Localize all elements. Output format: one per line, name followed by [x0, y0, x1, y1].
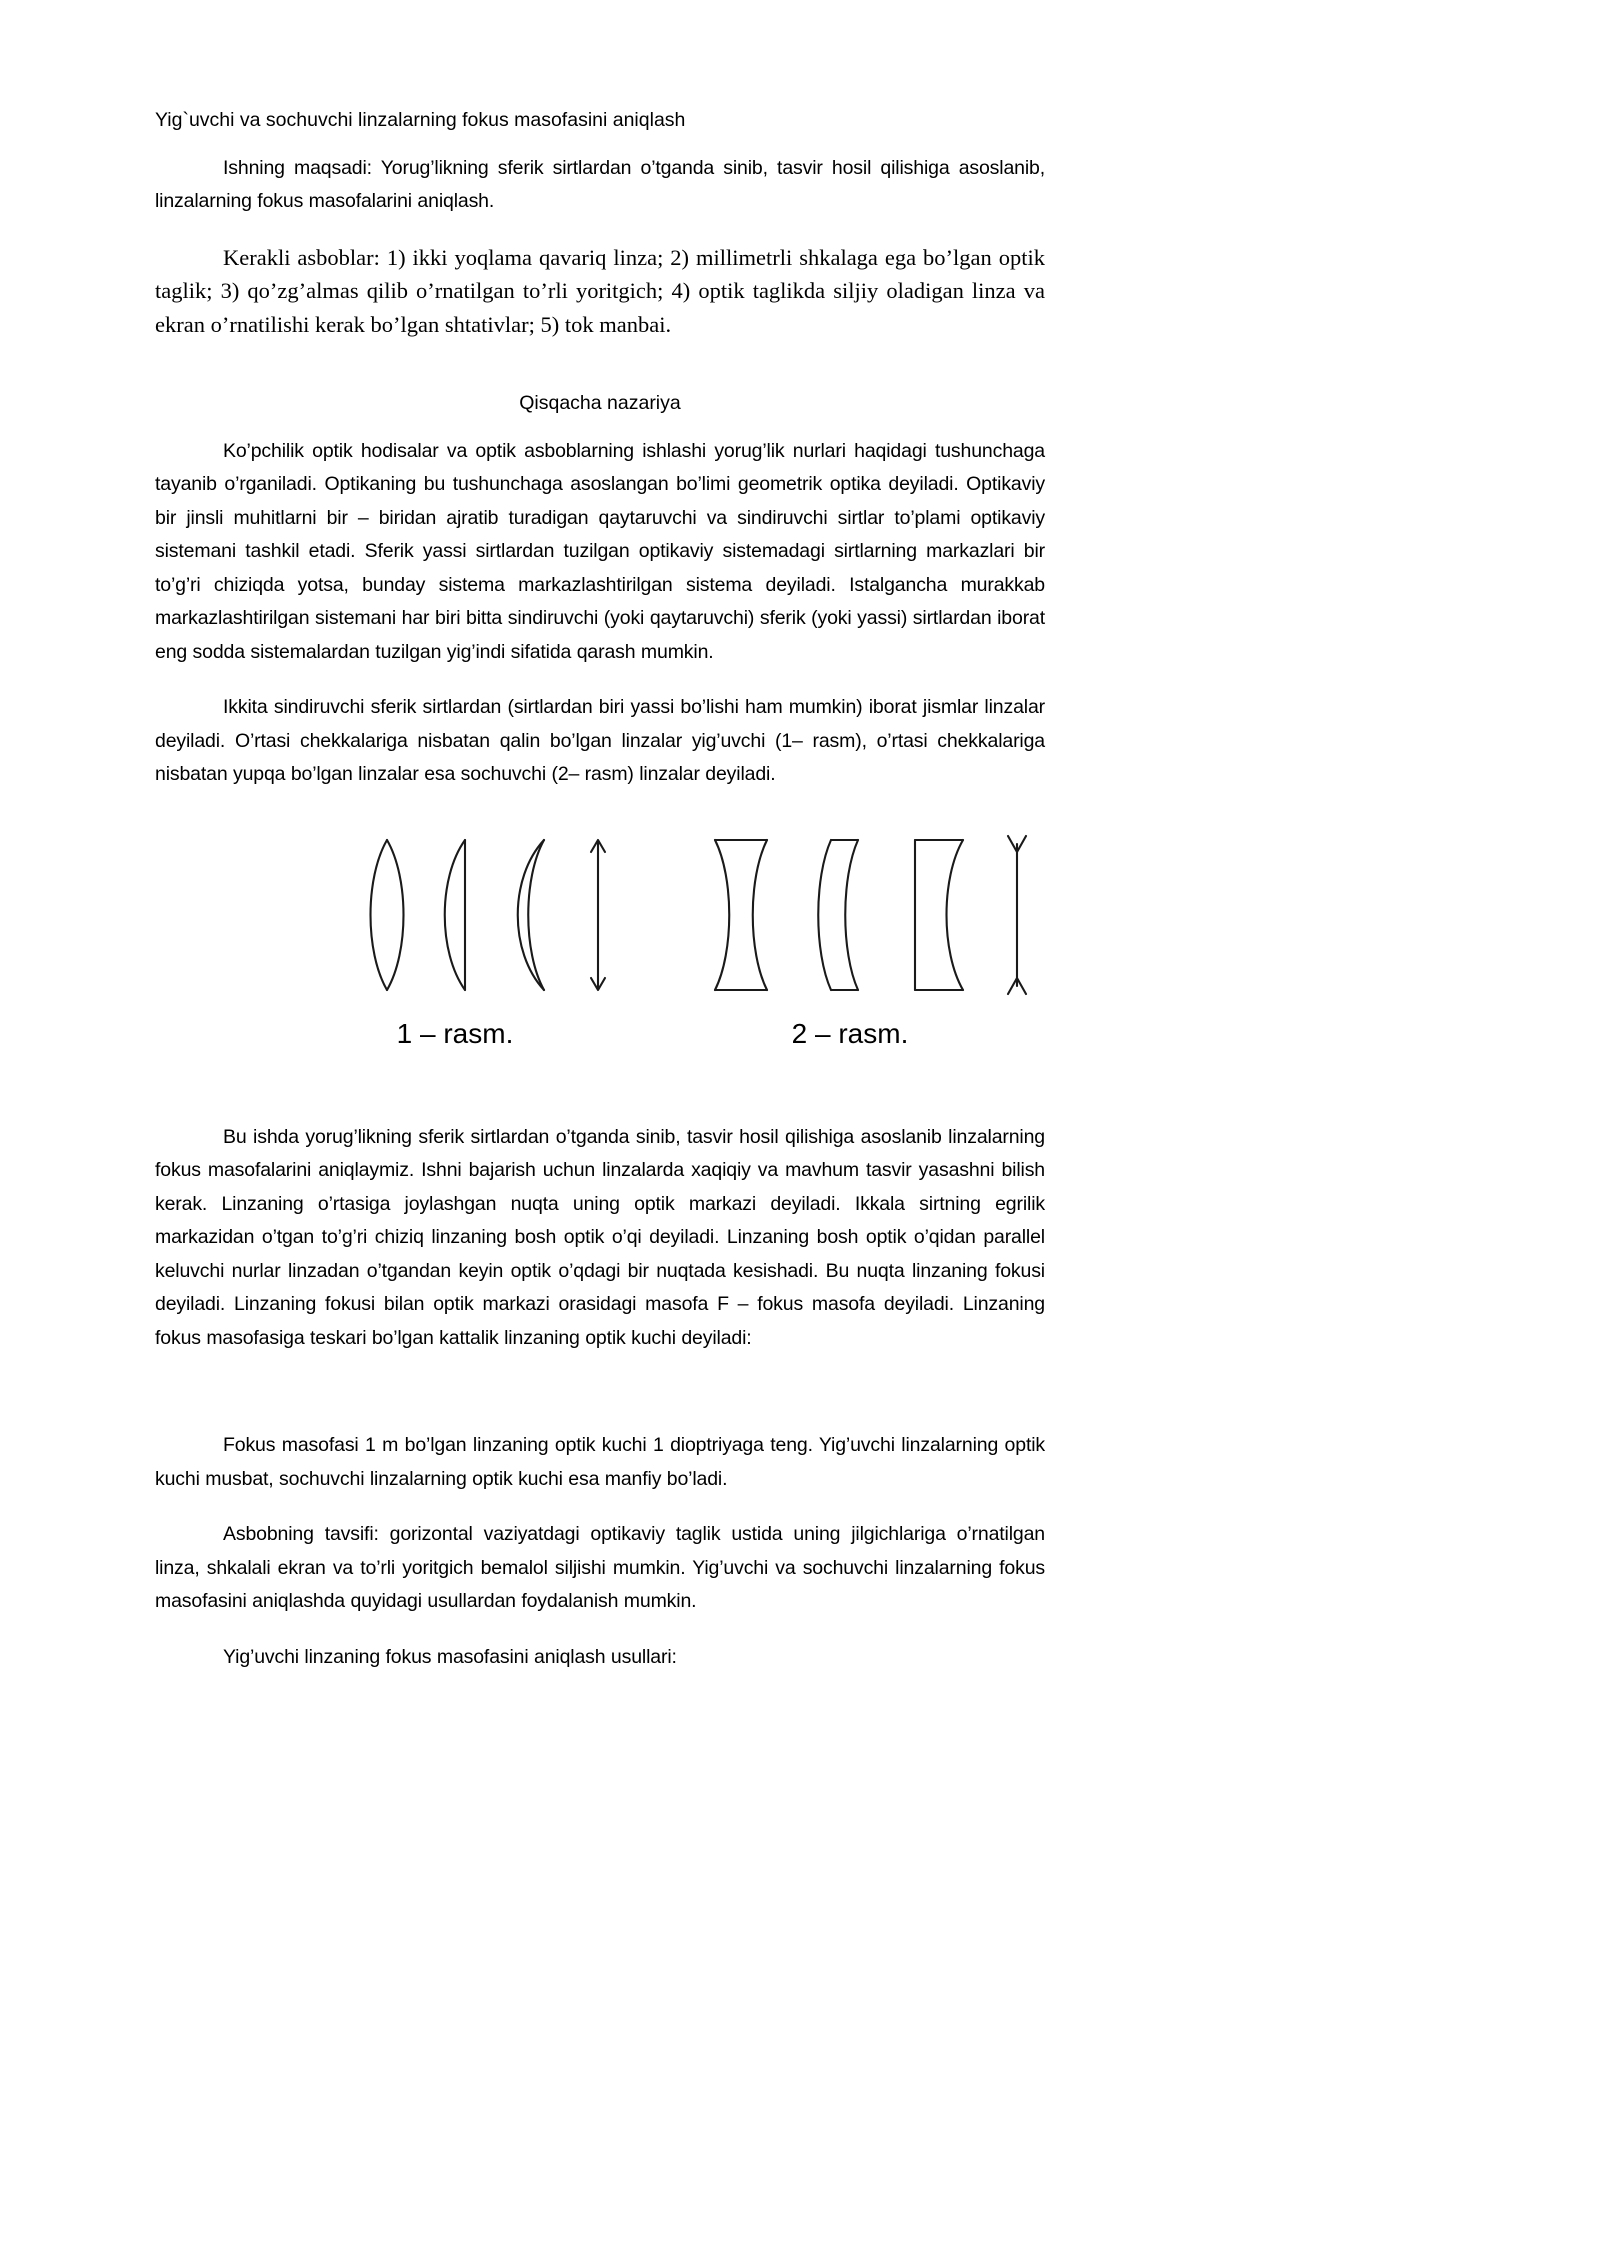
- paragraph-purpose: Ishning maqsadi: Yorug’likning sferik sirtlardan o’tganda sinib, tasvir hosil qilishiga asoslanib, linzalarning fokus masofalarini aniqlash.: [155, 156, 1045, 212]
- convex-meniscus-lens: [518, 840, 544, 990]
- converging-lens-symbol: [591, 840, 605, 990]
- section-heading-theory: Qisqacha nazariya: [519, 392, 681, 414]
- spacer: [155, 800, 1045, 828]
- biconcave-lens: [715, 840, 767, 990]
- concave-meniscus-lens: [818, 840, 858, 990]
- spacer: [155, 421, 1045, 435]
- plano-concave-lens: [915, 840, 963, 990]
- spacer: [155, 138, 1045, 152]
- figure-captions: [155, 1017, 1045, 1051]
- spacer: [155, 341, 1045, 387]
- page-title: Yig`uvchi va sochuvchi linzalarning fokus masofasini aniqlash: [155, 109, 686, 131]
- figure-2-caption: 2 – rasm.: [791, 1017, 909, 1049]
- plano-convex-lens: [445, 840, 465, 990]
- formula-placeholder-space: [155, 1363, 1045, 1429]
- spacer: [155, 677, 1045, 691]
- spacer: [155, 1627, 1045, 1641]
- paragraph-theory-1: Ko’pchilik optik hodisalar va optik asboblarning ishlashi yorug’lik nurlari haqidagi tushunchaga tayanib o’rganiladi. Optikaning bu tushunchaga asoslangan bo’limi geometrik optika deyiladi. Optikaviy bir jinsli muhitlarni bir – biridan ajratib turadigan qaytaruvchi va sindiruvchi sirtlar to’plami optikaviy sistemani tashkil etadi. Sferik yassi sirtlardan tuzilgan optikaviy sistemadagi sirtlarning markazlari bir to’g’ri chiziqda yotsa, bunday sistema markazlashtirilgan sistema deyiladi. Istalgancha murakkab markazlashtirilgan sistemani har biri bitta sindiruvchi (yoki qaytaruvchi) sferik (yoki yassi) sirtlardan iborat eng sodda sistemalardan tuzilgan yig’indi sifatida qarash mumkin.: [155, 439, 1045, 663]
- document-content: [155, 104, 1045, 1682]
- lens-diagram-svg: [155, 828, 1045, 1003]
- diverging-lens-symbol: [1008, 836, 1026, 994]
- lens-figures: [155, 828, 1045, 1051]
- spacer: [155, 1504, 1045, 1518]
- biconvex-lens: [371, 840, 404, 990]
- paragraph-theory-2: Ikkita sindiruvchi sferik sirtlardan (sirtlardan biri yassi bo’lishi ham mumkin) iborat jismlar linzalar deyiladi. O’rtasi chekkalariga nisbatan qalin bo’lgan linzalar yig’uvchi (1– rasm), o’rtasi chekkalariga nisbatan yupqa bo’lgan linzalar esa sochuvchi (2– rasm) linzalar deyiladi.: [155, 696, 1045, 785]
- paragraph-work-description: Bu ishda yorug’likning sferik sirtlardan o’tganda sinib, tasvir hosil qilishiga asoslanib linzalarning fokus masofalarini aniqlaymiz. Ishni bajarish uchun linzalarda xaqiqiy va mavhum tasvir yasashni bilish kerak. Linzaning o’rtasiga joylashgan nuqta uning optik markazi deyiladi. Ikkala sirtning egrilik markazidan o’tgan to’g’ri chiziq linzaning bosh optik o’qi deyiladi. Linzaning bosh optik o’qidan parallel keluvchi nurlar linzadan o’tgandan keyin optik o’qdagi bir nuqtada kesishadi. Bu nuqta linzaning fokusi deyiladi. Linzaning fokusi bilan optik markazi orasidagi masofa F – fokus masofa deyiladi. Linzaning fokus masofasiga teskari bo’lgan kattalik linzaning optik kuchi deyiladi:: [155, 1125, 1045, 1349]
- spacer: [155, 227, 1045, 241]
- paragraph-methods: Yig’uvchi linzaning fokus masofasini aniqlash usullari:: [223, 1645, 677, 1668]
- figure-1-caption: 1 – rasm.: [396, 1017, 514, 1049]
- paragraph-equipment: Kerakli asboblar: 1) ikki yoqlama qavariq linza; 2) millimetrli shkalaga ega bo’lgan optik taglik; 3) qo’zg’almas qilib o’rnatilgan to’rli yoritgich; 4) optik taglikda siljiy oladigan linza va ekran o’rnatilishi kerak bo’lgan shtativlar; 5) tok manbai.: [155, 244, 1045, 337]
- lens-figures-row: [155, 828, 1045, 1003]
- paragraph-apparatus: Asbobning tavsifi: gorizontal vaziyatdagi optikaviy taglik ustida uning jilgichlariga o’rnatilgan linza, shkalali ekran va to’rli yoritgich bemalol siljishi mumkin. Yig’uvchi va sochuvchi linzalarning fokus masofasini aniqlashda quyidagi usullardan foydalanish mumkin.: [155, 1523, 1045, 1612]
- spacer: [155, 1051, 1045, 1121]
- paragraph-diopter: Fokus masofasi 1 m bo’lgan linzaning optik kuchi 1 dioptriyaga teng. Yig’uvchi linzalarning optik kuchi musbat, sochuvchi linzalarning optik kuchi esa manfiy bo’ladi.: [155, 1434, 1045, 1490]
